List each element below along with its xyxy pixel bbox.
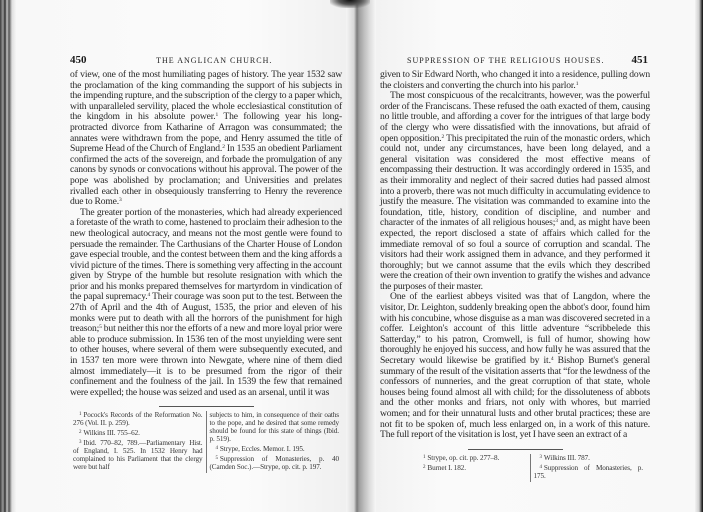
page-number: 451 (631, 54, 648, 66)
footnote-reference: 4 (550, 356, 554, 363)
footnote-reference: 2 (222, 144, 225, 151)
footnote-text: Ibid. 770–82, 789.—Parliamentary Hist. of England, I. 525. In 1532 Henry had complained to his Parliament that the clergy were but half (73, 439, 203, 472)
right-page-header (380, 54, 648, 66)
footnote-text: subjects to him, in consequence of their oaths to the pope, and he desired that some remedy should be found for this state of things (Ibid. p. 519). (209, 411, 339, 444)
paragraph (380, 292, 650, 440)
left-page-header (70, 54, 342, 66)
paragraph (380, 70, 650, 91)
footnote (534, 464, 644, 480)
right-body-text (380, 70, 650, 441)
book-edge-left (0, 0, 16, 512)
footnote-reference: 3 (555, 218, 558, 225)
footnote (73, 411, 203, 427)
footnote (210, 445, 340, 453)
footnote-text: Suppression of Monasteries, p. 175. (533, 463, 643, 480)
footnote (210, 411, 340, 443)
footnote-text: Burnet I. 182. (427, 463, 466, 472)
text-run: The greater portion of the monasteries, which had already experienced a foretaste of the wrath to come, hastened to proclaim their adhesion to the new theological autocracy, and means not the most gentle were found to persuade the remainder. The Carthusians of the Charter House of London gave especial trouble, and the contest between them and the king affords a vivid picture of the times. There is something very affecting in the account given by Strype of the humble but resolute resignation with which the prior and his monks prepared themselves for martyrdom in vindication of the papal supremacy. (70, 206, 342, 303)
footnote-column (414, 454, 530, 482)
right-page (376, 0, 695, 512)
footnote-reference: 5 (99, 324, 102, 331)
footnote-reference: 1 (215, 112, 219, 119)
left-page (16, 0, 346, 512)
page-number: 450 (70, 54, 87, 66)
text-run: This precipitated the ruin of the monastic orders, which could not, under any circumstances, have been long delayed, and a general visitation was considered the most effective means of encompassing their destruction. It was accordingly ordered in 1535, and as their immorality and neglect of their sacred duties had passed almost into a proverb, there was not much difficulty in accumulating evidence to justify the measure. The visitation was commanded to examine into the foundation, title, history, condition of discipline, and number and character of the inmates of all religious houses; (380, 132, 651, 229)
footnote-column (206, 411, 343, 473)
footnote-column (530, 454, 647, 482)
footnote-rule (159, 406, 254, 407)
text-run: and, as might have been expected, the report disclosed a state of affairs which called for the immediate removal of so foul a source of corruption and scandal. The visitors had their work assigned them in advance, and they performed it thoroughly; but we cannot assume that the evils which they described were the creation of their own invention to gratify the wishes and advance the purposes of their master. (380, 217, 650, 292)
footnote-text: Pocock's Records of the Reformation No. 276 (Vol. II. p. 259). (73, 411, 203, 428)
left-text-column (70, 70, 342, 473)
footnote-marker: 1 (79, 412, 82, 418)
footnote-column (70, 411, 206, 473)
spine-shadow (330, 0, 370, 8)
footnote-marker: 4 (215, 446, 218, 452)
book-gutter (346, 0, 376, 512)
book-edge-right (695, 0, 703, 512)
footnote-reference: 3 (119, 197, 122, 204)
footnote (73, 429, 203, 437)
text-run: of view, one of the most humiliating pages of history. The year 1532 saw the proclamation of the king commanding the support of his subjects in the impending rupture, and the subscription of the clergy to a paper which, with unparalleled servility, placed the whole ecclesiastical constitution of the kingdom in his absolute power. (70, 69, 342, 123)
footnote-text: Wilkins III. 787. (543, 453, 590, 462)
text-run: One of the earliest abbeys visited was that of Langdon, where the visitor, Dr. Leighton, suddenly breaking open the abbot's door, found him with his concubine, whose disguise as a man was discovered secreted in a coffer. Leighton's account of this little adventure “scribbelede this Satterday,” to his patron, Cromwell, is full of humor, showing how thoroughly he enjoyed his success, and how fully he was assured that the Secretary would likewise be gratified by it. (380, 291, 650, 367)
paragraph (380, 91, 650, 292)
text-run: Bishop Burnet's general summary of the result of the visitation asserts that “for the lewdness of the confessors of nunneries, and the great corruption of that state, whole houses being found almost all with child; for the dissoluteness of abbots and the other monks and friars, not only with whores, but married women; and for their unnatural lusts and other brutal practices; these are not fit to be spoken of, much less enlarged on, in a work of this nature. The full report of the visitation is lost, yet I have seen an extract of a (380, 355, 650, 441)
footnote-text: Suppression of Monasteries, p. 40 (Camden Soc.).—Strype, op. cit. p. 197. (209, 455, 339, 472)
footnote-marker: 4 (539, 464, 542, 470)
right-footnotes (414, 454, 646, 482)
footnote-text: Strype, op. cit. pp. 277–8. (427, 453, 500, 462)
text-run: The following year his long-protracted divorce from Katharine of Arragon was consummated; the annates were withdrawn from the pope, and Henry assumed the title of Supreme Head of the Church of England. (70, 111, 342, 155)
running-head: THE ANGLICAN CHURCH. (156, 56, 273, 65)
text-run: The most conspicuous of the recalcitrants, however, was the powerful order of the Franciscans. These refused the oath exacted of them, causing no little trouble, and affording a cover for the intrigues of that large body of the clergy who were dissatisfied with the innovations, but afraid of open opposition. (380, 90, 650, 144)
left-body-text (70, 70, 342, 398)
footnote-reference: 1 (575, 80, 579, 87)
footnote-marker: 2 (423, 464, 426, 470)
paragraph (70, 208, 342, 399)
footnote-reference: 4 (147, 292, 151, 299)
footnote-text: Strype, Eccles. Memor. I. 195. (219, 445, 305, 454)
footnote-text: Wilkins III. 755–62. (83, 429, 140, 438)
footnote-marker: 2 (79, 430, 82, 436)
footnote-marker: 5 (215, 456, 218, 462)
running-head: SUPPRESSION OF THE RELIGIOUS HOUSES. (407, 56, 605, 65)
footnote (417, 464, 527, 472)
text-run: given to Sir Edward North, who changed it into a residence, pulling down the cloisters and converting the church into his parlor. (380, 69, 650, 91)
footnote-rule (468, 449, 563, 450)
footnote-reference: 2 (441, 133, 445, 140)
footnote (534, 454, 644, 462)
right-text-column (380, 70, 650, 482)
footnote-marker: 1 (423, 454, 426, 460)
text-run: In 1535 an obedient Parliament confirmed the acts of the sovereign, and forbade the promulgation of any canons by synods or convocations without his approval. The power of the pope was abolished by proclamation; and Universities and prelates rivalled each other in obsequiously transferring to Henry the reverence due to Rome. (70, 143, 342, 208)
text-run: Their courage was soon put to the test. Between the 27th of April and the 4th of August, 1535, the prior and eleven of his monks were put to death with all the horrors of the punishment for high treason; (70, 291, 342, 335)
left-footnotes (70, 411, 342, 473)
text-run: but neither this nor the efforts of a new and more loyal prior were able to produce submission. In 1536 ten of the most unyielding were sent to other houses, where several of them were subsequently executed, and in 1537 ten more were thrown into Newgate, where nine of them died almost immediately—it is to be presumed from the rigor of their confinement and the foulness of the jail. In 1539 the few that remained were expelled; the house was seized and used as an arsenal, until it was (70, 323, 342, 398)
footnote-marker: 3 (539, 454, 542, 460)
footnote (417, 454, 527, 462)
footnote-marker: 3 (79, 440, 82, 446)
paragraph (70, 70, 342, 208)
footnote (210, 455, 340, 471)
footnote (73, 439, 203, 471)
